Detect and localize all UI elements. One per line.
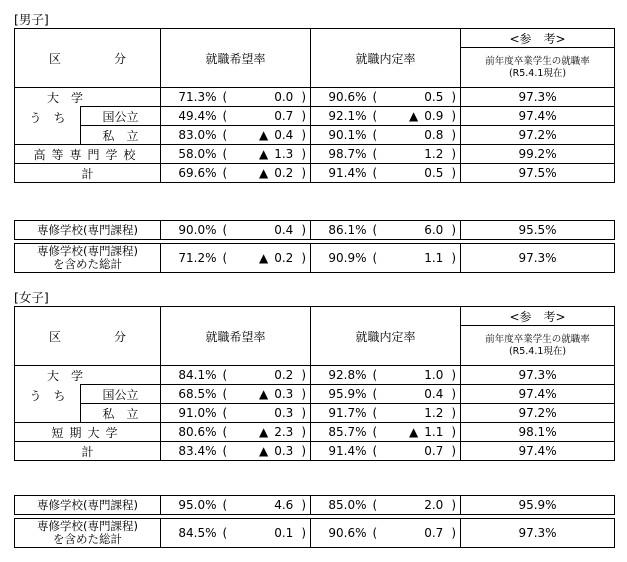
hope-rate-cell: 90.0%	[161, 221, 219, 240]
close-paren: )	[451, 251, 456, 265]
naitei-rate-cell: 92.8%	[311, 366, 369, 385]
hope-rate-cell: 80.6%	[161, 423, 219, 442]
diff-value: 6.0	[424, 223, 444, 237]
hope-rate-cell: 83.0%	[161, 126, 219, 145]
uchi-label: う ち	[15, 107, 81, 145]
open-paren: (	[222, 444, 228, 458]
girls-main-table	[14, 306, 615, 461]
diff-value: 0.7	[424, 526, 444, 540]
naitei-rate-cell: 90.1%	[311, 126, 369, 145]
close-paren: )	[301, 109, 307, 123]
table-row	[15, 385, 615, 404]
header-ref-sub: 前年度卒業学生の就職率 (R5.4.1現在)	[461, 48, 615, 88]
hope-rate-cell: 68.5%	[161, 385, 219, 404]
naitei-rate-cell: 90.9%	[311, 244, 369, 273]
ref-rate-cell: 97.5%	[461, 164, 615, 183]
open-paren: (	[222, 251, 228, 265]
close-paren: )	[301, 251, 306, 265]
row-label: 私 立	[81, 126, 161, 145]
close-paren: )	[301, 406, 307, 420]
boys-main-table	[14, 28, 615, 183]
open-paren: (	[372, 128, 378, 142]
hope-rate-cell: 71.3%	[161, 88, 219, 107]
close-paren: )	[301, 387, 307, 401]
diff-value: 0.5	[424, 166, 444, 180]
row-label: 大 学	[15, 88, 161, 107]
open-paren: (	[222, 526, 228, 540]
open-paren: (	[372, 223, 378, 237]
diff-value: 0.3	[274, 387, 294, 401]
diff-value: 4.6	[274, 498, 294, 512]
open-paren: (	[372, 109, 378, 123]
diff-value: 1.0	[424, 368, 444, 382]
diff-value: 2.3	[274, 425, 294, 439]
hope-rate-cell: 83.4%	[161, 442, 219, 461]
header-hope-rate: 就職希望率	[161, 29, 311, 88]
decrease-triangle-icon: ▲	[258, 251, 269, 265]
close-paren: )	[451, 498, 456, 512]
open-paren: (	[222, 223, 228, 237]
table-row	[15, 107, 615, 126]
ref-rate-cell: 97.4%	[461, 442, 615, 461]
diff-value: 0.2	[274, 368, 294, 382]
naitei-rate-cell: 85.0%	[311, 496, 369, 515]
header-row	[15, 307, 615, 326]
table-row	[15, 164, 615, 183]
open-paren: (	[222, 90, 228, 104]
diff-value: 2.0	[424, 498, 444, 512]
open-paren: (	[372, 368, 378, 382]
close-paren: )	[451, 526, 456, 540]
close-paren: )	[301, 147, 307, 161]
close-paren: )	[301, 368, 307, 382]
girls-senshu-table	[14, 495, 615, 548]
row-label: 計	[15, 442, 161, 461]
header-row	[15, 29, 615, 48]
hope-rate-cell: 84.1%	[161, 366, 219, 385]
diff-value: 0.7	[424, 444, 444, 458]
ref-rate-cell: 97.3%	[461, 366, 615, 385]
row-label: 短期大学	[15, 423, 161, 442]
row-label: 高等専門学校	[15, 145, 161, 164]
close-paren: )	[451, 368, 457, 382]
diff-value: 0.7	[274, 109, 294, 123]
diff-value: 0.4	[274, 128, 294, 142]
hope-rate-cell: 69.6%	[161, 164, 219, 183]
close-paren: )	[451, 128, 457, 142]
open-paren: (	[222, 387, 228, 401]
header-ref-title: <参 考>	[461, 307, 615, 326]
table-row	[15, 366, 615, 385]
close-paren: )	[301, 425, 307, 439]
diff-value: 0.5	[424, 90, 444, 104]
close-paren: )	[301, 128, 307, 142]
close-paren: )	[451, 223, 456, 237]
naitei-rate-cell: 95.9%	[311, 385, 369, 404]
open-paren: (	[222, 368, 228, 382]
table-row	[15, 442, 615, 461]
open-paren: (	[222, 498, 228, 512]
header-naitei-rate: 就職内定率	[311, 29, 461, 88]
header-ref-sub: 前年度卒業学生の就職率 (R5.4.1現在)	[461, 326, 615, 366]
decrease-triangle-icon: ▲	[259, 147, 269, 161]
decrease-triangle-icon: ▲	[259, 425, 269, 439]
total-label: 専修学校(専門課程) を含めた総計	[15, 519, 161, 548]
diff-value: 1.2	[424, 147, 444, 161]
close-paren: )	[451, 147, 457, 161]
header-category: 区 分	[15, 307, 161, 366]
naitei-rate-cell: 91.7%	[311, 404, 369, 423]
row-label: 大 学	[15, 366, 161, 385]
diff-value: 1.3	[274, 147, 294, 161]
close-paren: )	[451, 444, 457, 458]
open-paren: (	[372, 498, 378, 512]
diff-value: 0.9	[424, 109, 444, 123]
diff-value: 0.4	[424, 387, 444, 401]
decrease-triangle-icon: ▲	[409, 425, 419, 439]
header-ref-title: <参 考>	[461, 29, 615, 48]
hope-rate-cell: 49.4%	[161, 107, 219, 126]
ref-rate-cell: 97.3%	[461, 519, 615, 548]
close-paren: )	[451, 387, 457, 401]
close-paren: )	[451, 406, 457, 420]
close-paren: )	[301, 498, 306, 512]
open-paren: (	[222, 425, 228, 439]
close-paren: )	[451, 109, 457, 123]
open-paren: (	[222, 128, 228, 142]
ref-rate-cell: 98.1%	[461, 423, 615, 442]
boys-senshu-table	[14, 220, 615, 273]
row-label: 国公立	[81, 107, 161, 126]
open-paren: (	[372, 251, 378, 265]
diff-value: 0.2	[274, 251, 294, 265]
diff-value: 1.2	[424, 406, 444, 420]
naitei-rate-cell: 90.6%	[311, 519, 369, 548]
ref-rate-cell: 97.2%	[461, 126, 615, 145]
diff-value: 0.8	[424, 128, 444, 142]
open-paren: (	[372, 166, 378, 180]
ref-rate-cell: 97.2%	[461, 404, 615, 423]
table-row	[15, 519, 615, 548]
uchi-label: う ち	[15, 385, 81, 423]
diff-value: 0.0	[274, 90, 294, 104]
row-label: 国公立	[81, 385, 161, 404]
open-paren: (	[372, 425, 378, 439]
open-paren: (	[222, 109, 228, 123]
open-paren: (	[372, 90, 378, 104]
naitei-rate-cell: 90.6%	[311, 88, 369, 107]
diff-value: 0.2	[274, 166, 294, 180]
diff-value: 0.4	[274, 223, 294, 237]
row-label: 私 立	[81, 404, 161, 423]
hope-rate-cell: 58.0%	[161, 145, 219, 164]
senshu-label: 専修学校(専門課程)	[15, 221, 161, 240]
table-row	[15, 221, 615, 240]
naitei-rate-cell: 98.7%	[311, 145, 369, 164]
ref-rate-cell: 97.3%	[461, 88, 615, 107]
ref-rate-cell: 95.5%	[461, 221, 615, 240]
diff-value: 1.1	[424, 251, 444, 265]
open-paren: (	[222, 406, 228, 420]
naitei-rate-cell: 91.4%	[311, 442, 369, 461]
decrease-triangle-icon: ▲	[259, 128, 269, 142]
naitei-rate-cell: 85.7%	[311, 423, 369, 442]
section-label-boys: [男子]	[14, 12, 49, 27]
hope-rate-cell: 95.0%	[161, 496, 219, 515]
decrease-triangle-icon: ▲	[259, 387, 269, 401]
table-row	[15, 126, 615, 145]
close-paren: )	[451, 90, 457, 104]
decrease-triangle-icon: ▲	[409, 109, 419, 123]
close-paren: )	[451, 166, 457, 180]
table-row	[15, 496, 615, 515]
close-paren: )	[301, 90, 307, 104]
hope-rate-cell: 91.0%	[161, 404, 219, 423]
decrease-triangle-icon: ▲	[259, 166, 269, 180]
table-row	[15, 88, 615, 107]
close-paren: )	[451, 425, 457, 439]
open-paren: (	[372, 526, 378, 540]
decrease-triangle-icon: ▲	[259, 444, 269, 458]
open-paren: (	[372, 444, 378, 458]
row-label: 計	[15, 164, 161, 183]
senshu-label: 専修学校(専門課程)	[15, 496, 161, 515]
hope-rate-cell: 71.2%	[161, 244, 219, 273]
table-row	[15, 404, 615, 423]
header-hope-rate: 就職希望率	[161, 307, 311, 366]
open-paren: (	[372, 387, 378, 401]
total-label: 専修学校(専門課程) を含めた総計	[15, 244, 161, 273]
naitei-rate-cell: 86.1%	[311, 221, 369, 240]
close-paren: )	[301, 166, 307, 180]
ref-rate-cell: 95.9%	[461, 496, 615, 515]
diff-value: 0.3	[274, 444, 294, 458]
ref-rate-cell: 97.3%	[461, 244, 615, 273]
open-paren: (	[222, 166, 228, 180]
naitei-rate-cell: 91.4%	[311, 164, 369, 183]
open-paren: (	[372, 406, 378, 420]
section-label-girls: [女子]	[14, 290, 49, 305]
ref-rate-cell: 97.4%	[461, 385, 615, 404]
diff-value: 0.1	[274, 526, 294, 540]
close-paren: )	[301, 223, 306, 237]
open-paren: (	[222, 147, 228, 161]
naitei-rate-cell: 92.1%	[311, 107, 369, 126]
diff-value: 0.3	[274, 406, 294, 420]
table-row	[15, 145, 615, 164]
open-paren: (	[372, 147, 378, 161]
header-naitei-rate: 就職内定率	[311, 307, 461, 366]
hope-rate-cell: 84.5%	[161, 519, 219, 548]
close-paren: )	[301, 526, 306, 540]
ref-rate-cell: 97.4%	[461, 107, 615, 126]
header-category: 区 分	[15, 29, 161, 88]
ref-rate-cell: 99.2%	[461, 145, 615, 164]
table-row	[15, 244, 615, 273]
close-paren: )	[301, 444, 307, 458]
table-row	[15, 423, 615, 442]
diff-value: 1.1	[424, 425, 444, 439]
